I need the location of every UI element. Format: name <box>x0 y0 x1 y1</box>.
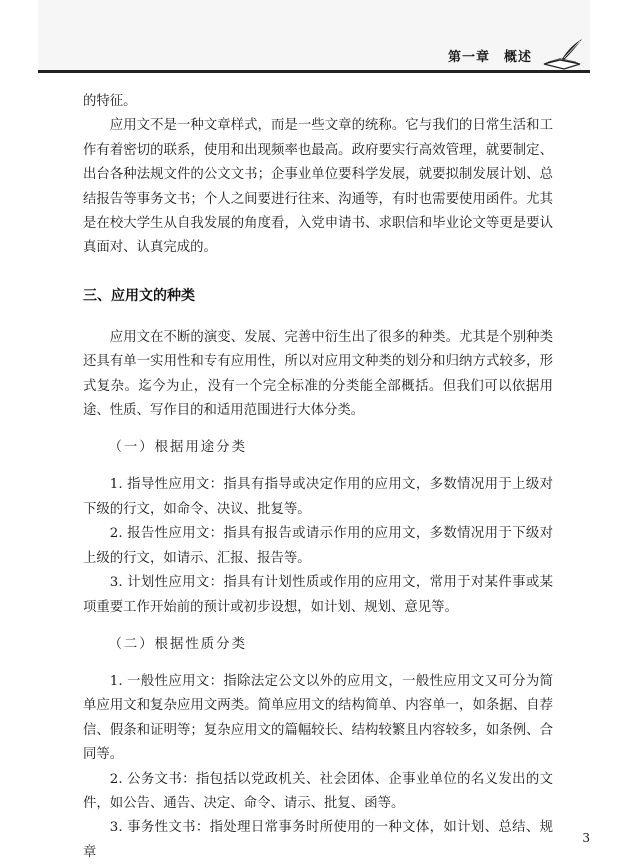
page-number: 3 <box>582 831 590 845</box>
list-item: 2. 公务文书：指包括以党政机关、社会团体、企事业单位的名义发出的文件，如公告、通告、决定、命令、请示、批复、函等。 <box>83 771 553 811</box>
list-item: 3. 事务性文书：指处理日常事务时所使用的一种文体，如计划、总结、规章 <box>83 820 553 860</box>
chapter-title: 第一章 概述 <box>447 50 532 65</box>
list-item: 2. 报告性应用文：指具有报告或请示作用的应用文，多数情况用于下级对上级的行文，如请示、汇报、报告等。 <box>83 526 553 566</box>
list-item: 3. 计划性应用文：指具有计划性质或作用的应用文，常用于对某件事或某项重要工作开始前的预计或初步设想，如计划、规划、意见等。 <box>83 575 553 615</box>
header-rule <box>38 70 590 73</box>
list-item: 1. 指导性应用文：指具有指导或决定作用的应用文，多数情况用于上级对下级的行文，如命令、决议、批复等。 <box>83 477 553 517</box>
list-item: 1. 一般性应用文：指除法定公文以外的应用文，一般性应用文又可分为简单应用文和复杂应用文两类。简单应用文的结构简单、内容单一，如条据、自荐信、假条和证明等；复杂应用文的篇幅较长、结构较繁且内容较多，如条例、合同等。 <box>83 673 553 763</box>
section-heading: 三、应用文的种类 <box>83 287 195 304</box>
paragraph: 应用文在不断的演变、发展、完善中衍生出了很多的种类。尤其是个别种类还具有单一实用性和专有应用性，所以对应用文种类的划分和归纳方式较多，形式复杂。迄今为止，没有一个完全标准的分类能全部概括。但我们可以依据用途、性质、写作目的和适用范围进行大体分类。 <box>83 329 553 419</box>
page-body <box>83 90 553 865</box>
paragraph: 的特征。 <box>83 94 137 109</box>
paragraph: 应用文不是一种文章样式，而是一些文章的统称。它与我们的日常生活和工作有着密切的联系，使用和出现频率也最高。政府要实行高效管理，就要制定、出台各种法规文件的公文文书；企事业单位要科学发展，就要拟制发展计划、总结报告等事务文书；个人之间要进行往来、沟通等，有时也需要使用函件。尤其是在校大学生从自我发展的角度看，入党申请书、求职信和毕业论文等更是要认真面对、认真完成的。 <box>83 118 553 256</box>
subsection-heading: （二）根据性质分类 <box>108 636 247 652</box>
book-and-quill-icon <box>540 36 584 72</box>
subsection-heading: （一）根据用途分类 <box>108 440 247 456</box>
